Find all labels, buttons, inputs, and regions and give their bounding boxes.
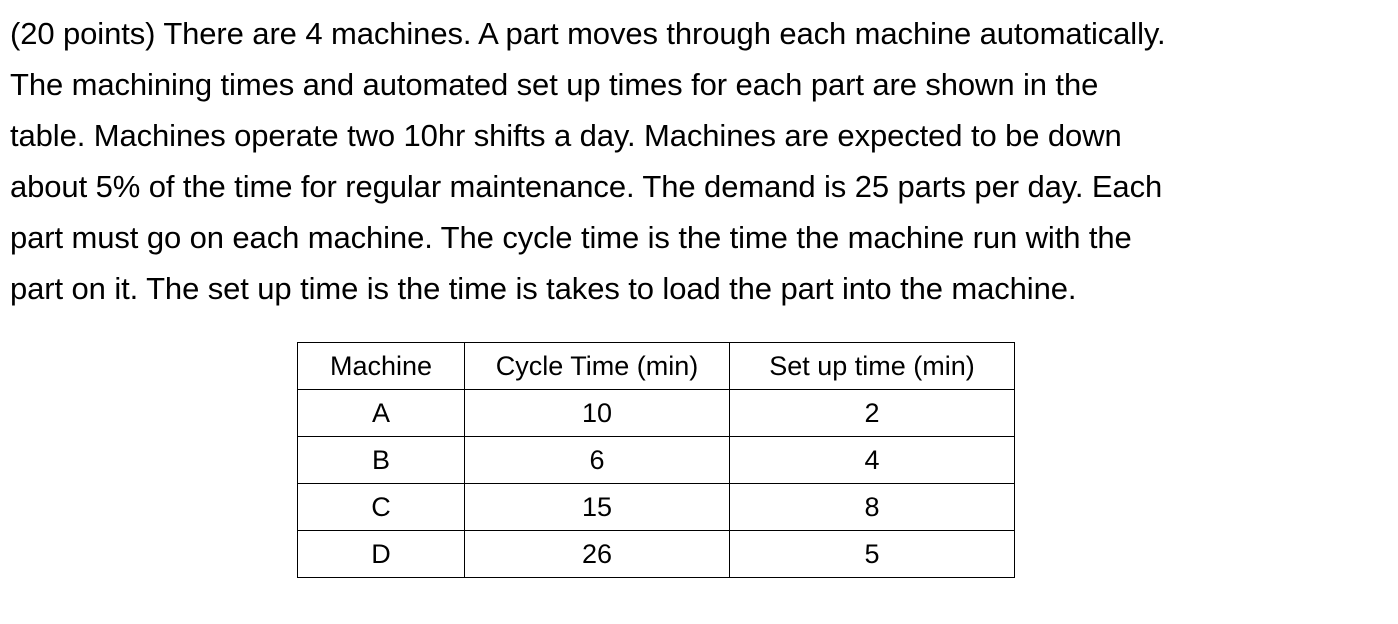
- cell-machine: B: [298, 437, 465, 484]
- problem-line: (20 points) There are 4 machines. A part moves through each machine automatically.: [10, 16, 1166, 51]
- table-row: [298, 531, 1015, 578]
- cell-setup-time: 5: [730, 531, 1015, 578]
- cell-setup-time: 2: [730, 390, 1015, 437]
- problem-line: table. Machines operate two 10hr shifts a day. Machines are expected to be down: [10, 118, 1122, 153]
- cell-cycle-time: 10: [465, 390, 730, 437]
- table-row: [298, 390, 1015, 437]
- table-row: [298, 437, 1015, 484]
- problem-line: part must go on each machine. The cycle time is the time the machine run with the: [10, 220, 1132, 255]
- cell-setup-time: 8: [730, 484, 1015, 531]
- cell-cycle-time: 15: [465, 484, 730, 531]
- problem-line: The machining times and automated set up times for each part are shown in the: [10, 67, 1099, 102]
- cell-cycle-time: 26: [465, 531, 730, 578]
- problem-statement: [10, 8, 1390, 314]
- cell-setup-time: 4: [730, 437, 1015, 484]
- problem-line: part on it. The set up time is the time is takes to load the part into the machine.: [10, 271, 1077, 306]
- table-header-row: [298, 343, 1015, 390]
- cell-machine: C: [298, 484, 465, 531]
- header-cycle-time: Cycle Time (min): [465, 343, 730, 390]
- cell-machine: A: [298, 390, 465, 437]
- machine-table-container: [297, 342, 1015, 578]
- cell-cycle-time: 6: [465, 437, 730, 484]
- machine-table: [297, 342, 1015, 578]
- table-row: [298, 484, 1015, 531]
- cell-machine: D: [298, 531, 465, 578]
- header-setup-time: Set up time (min): [730, 343, 1015, 390]
- problem-line: about 5% of the time for regular maintenance. The demand is 25 parts per day. Each: [10, 169, 1163, 204]
- header-machine: Machine: [298, 343, 465, 390]
